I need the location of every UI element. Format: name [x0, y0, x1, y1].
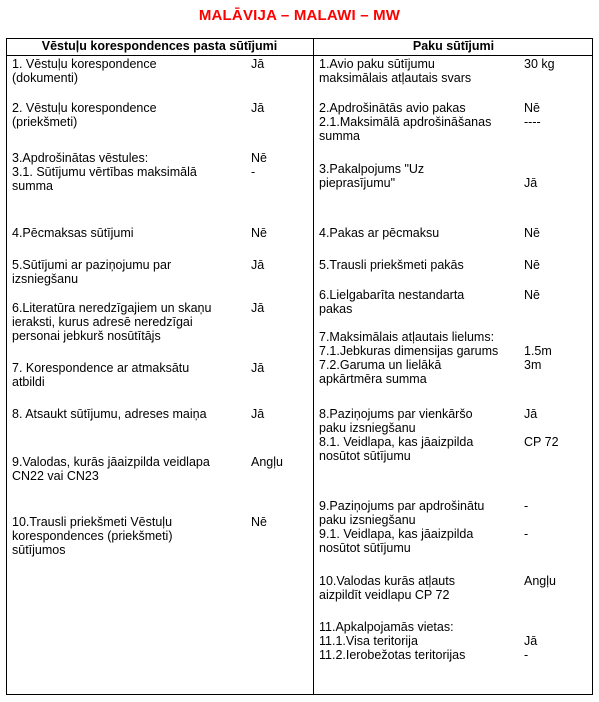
right-row-2-label: 2.Apdrošinātās avio pakas 2.1.Maksimālā apdrošināšanas summa	[319, 101, 492, 143]
right-row-11-label: 11.Apkalpojamās vietas: 11.1.Visa teritorija 11.2.Ierobežotas teritorijas	[319, 620, 466, 662]
left-row-2-label: 2. Vēstuļu korespondence (priekšmeti)	[12, 101, 157, 129]
left-row-8-value: Jā	[251, 407, 265, 421]
right-row-4-label: 4.Pakas ar pēcmaksu	[319, 226, 440, 240]
left-row-9-label: 9.Valodas, kurās jāaizpilda veidlapa CN22 vai CN23	[12, 455, 210, 483]
left-row-1-value: Jā	[251, 57, 265, 71]
right-row-10-value: Angļu	[524, 574, 556, 588]
left-row-7-label: 7. Korespondence ar atmaksātu atbildi	[12, 361, 190, 389]
right-row-4-value: Nē	[524, 226, 540, 240]
left-row-8-label: 8. Atsaukt sūtījumu, adreses maiņa	[12, 407, 207, 421]
right-row-8-label: 8.Paziņojums par vienkāršo paku izsniegšanu 8.1. Veidlapa, kas jāaizpilda nosūtot sūtījumu	[319, 407, 474, 463]
right-row-7-value: 1.5m 3m	[524, 344, 552, 372]
header-divider	[6, 55, 593, 56]
right-row-6-label: 6.Lielgabarīta nestandarta pakas	[319, 288, 465, 316]
column-divider-center	[313, 38, 314, 695]
left-row-4-label: 4.Pēcmaksas sūtījumi	[12, 226, 134, 240]
right-row-1-value: 30 kg	[524, 57, 555, 71]
header-parcel-services: Paku sūtījumi	[412, 39, 495, 53]
left-row-10-value: Nē	[251, 515, 267, 529]
left-row-2-value: Jā	[251, 101, 265, 115]
left-row-3-label: 3.Apdrošinātas vēstules: 3.1. Sūtījumu vērtības maksimālā summa	[12, 151, 197, 193]
left-row-6-value: Jā	[251, 301, 265, 315]
right-row-3-label: 3.Pakalpojums "Uz pieprasījumu"	[319, 162, 425, 190]
right-row-9-label: 9.Paziņojums par apdrošinātu paku izsniegšanu 9.1. Veidlapa, kas jāaizpilda nosūtot sūtījumu	[319, 499, 485, 555]
right-row-3-value: Jā	[524, 176, 538, 190]
right-row-2-value: Nē ----	[524, 101, 541, 129]
right-row-5-label: 5.Trausli priekšmeti pakās	[319, 258, 464, 272]
left-row-9-value: Angļu	[251, 455, 283, 469]
left-row-5-value: Jā	[251, 258, 265, 272]
page-title: MALĀVIJA – MALAWI – MW	[198, 7, 401, 24]
header-letter-services: Vēstuļu korespondences pasta sūtījumi	[41, 39, 278, 53]
right-row-6-value: Nē	[524, 288, 540, 302]
left-row-6-label: 6.Literatūra neredzīgajiem un skaņu ieraksti, kurus adresē neredzīgai personai jebkurš nosūtītājs	[12, 301, 212, 343]
right-row-11-value: Jā -	[524, 634, 538, 662]
left-row-3-value: Nē -	[251, 151, 267, 179]
right-row-7-label: 7.Maksimālais atļautais lielums: 7.1.Jebkuras dimensijas garums 7.2.Garuma un lielākā apkārtmēra summa	[319, 330, 499, 386]
left-row-5-label: 5.Sūtījumi ar paziņojumu par izsniegšanu	[12, 258, 172, 286]
right-row-1-label: 1.Avio paku sūtījumu maksimālais atļautais svars	[319, 57, 472, 85]
right-row-10-label: 10.Valodas kurās atļauts aizpildīt veidlapu CP 72	[319, 574, 455, 602]
right-row-5-value: Nē	[524, 258, 540, 272]
left-row-1-label: 1. Vēstuļu korespondence (dokumenti)	[12, 57, 157, 85]
left-row-10-label: 10.Trausli priekšmeti Vēstuļu korespondences (priekšmeti) sūtījumos	[12, 515, 173, 557]
left-row-7-value: Jā	[251, 361, 265, 375]
right-row-8-value: Jā CP 72	[524, 407, 559, 449]
right-row-9-value: - -	[524, 499, 529, 541]
left-row-4-value: Nē	[251, 226, 267, 240]
